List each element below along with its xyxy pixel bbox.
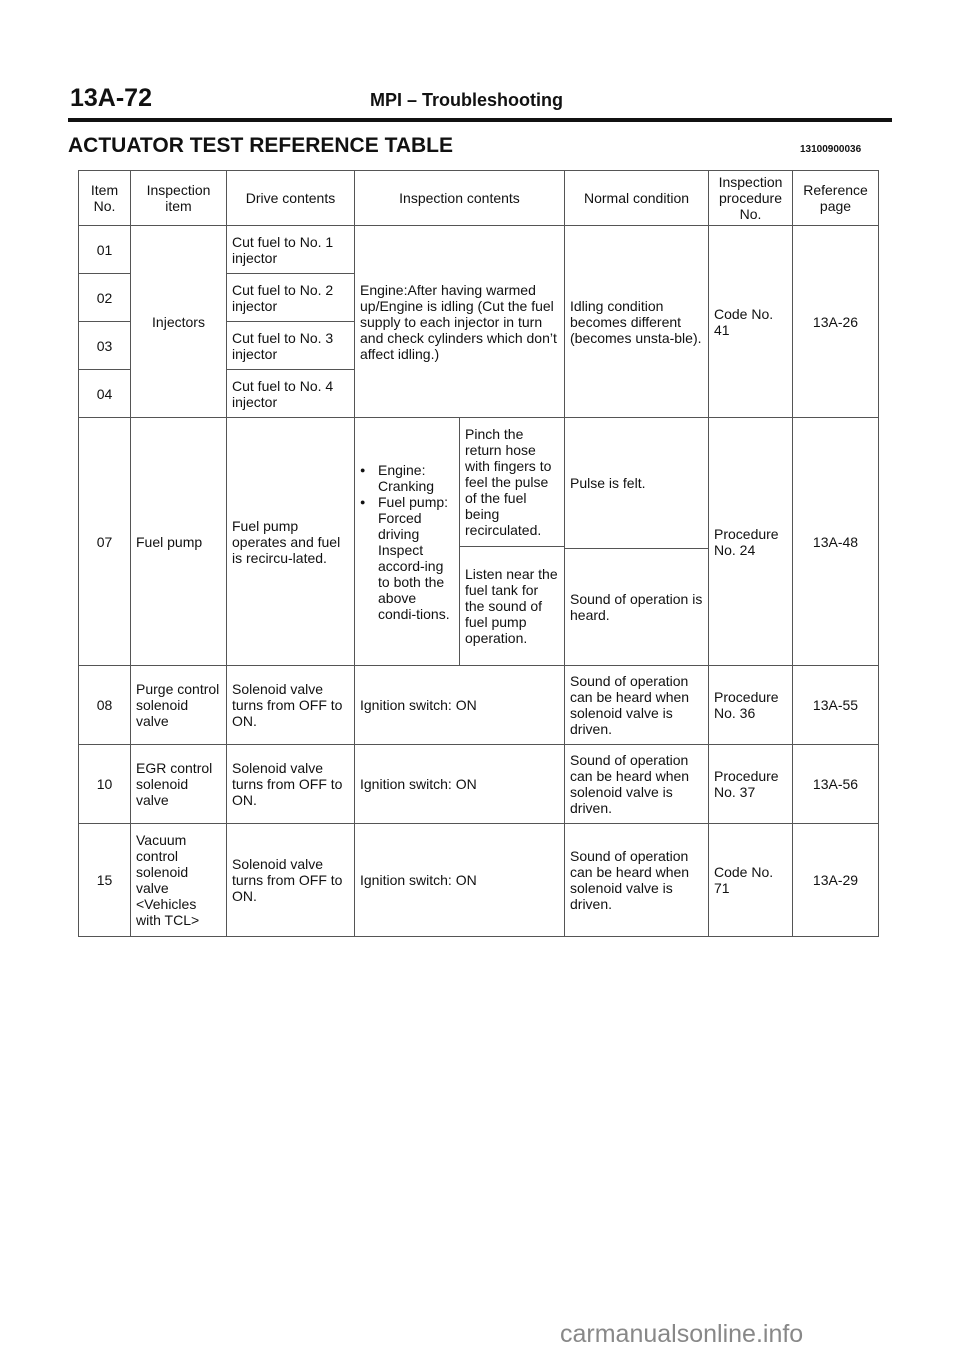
item-no: 04 <box>79 370 131 418</box>
inspection-item: Purge control solenoid valve <box>131 666 227 745</box>
reference-page: 13A-29 <box>793 824 879 937</box>
watermark: carmanualsonline.info <box>560 1320 804 1348</box>
normal-condition: Idling condition becomes different (becomes unsta-ble). <box>565 226 709 418</box>
drive-contents: Cut fuel to No. 3 injector <box>227 322 355 370</box>
drive-contents: Solenoid valve turns from OFF to ON. <box>227 824 355 937</box>
column-header-item-no: Item No. <box>79 171 131 226</box>
reference-page: 13A-56 <box>793 745 879 824</box>
inspection-contents: Ignition switch: ON <box>355 745 565 824</box>
condition-item: ● Fuel pump: Forced driving Inspect accord-ing to both the above condi-tions. <box>360 494 454 622</box>
column-header-reference-page: Reference page <box>793 171 879 226</box>
header-title: MPI – Troubleshooting <box>370 90 563 110</box>
reference-page: 13A-26 <box>793 226 879 418</box>
inspection-contents: Engine:After having warmed up/Engine is idling (Cut the fuel supply to each injector in turn and check cylinders which don’t affect idling.) <box>355 226 565 418</box>
reference-page: 13A-55 <box>793 666 879 745</box>
drive-contents: Cut fuel to No. 2 injector <box>227 274 355 322</box>
procedure-no: Code No. 71 <box>709 824 793 937</box>
inspection-conditions <box>355 418 460 665</box>
drive-contents: Solenoid valve turns from OFF to ON. <box>227 745 355 824</box>
page-number: 13A-72 <box>70 84 152 112</box>
normal-condition: Pulse is felt. <box>565 418 709 549</box>
actuator-test-table <box>78 170 879 937</box>
table-row <box>79 745 879 824</box>
normal-condition: Sound of operation can be heard when solenoid valve is driven. <box>565 824 709 937</box>
table-row <box>79 418 879 549</box>
drive-contents: Cut fuel to No. 1 injector <box>227 226 355 274</box>
inspection-item: Vacuum control solenoid valve <Vehicles with TCL> <box>131 824 227 937</box>
item-no: 03 <box>79 322 131 370</box>
item-no: 15 <box>79 824 131 937</box>
inspection-conditions-list <box>360 462 454 622</box>
item-no: 01 <box>79 226 131 274</box>
procedure-no: Code No. 41 <box>709 226 793 418</box>
inspection-contents: Ignition switch: ON <box>355 824 565 937</box>
inspection-subrow <box>355 418 564 547</box>
column-header-inspection-contents: Inspection contents <box>355 171 565 226</box>
table-header-row <box>79 171 879 226</box>
inspection-check-sound: Listen near the fuel tank for the sound of fuel pump operation. <box>465 566 558 646</box>
column-header-procedure-no: Inspection procedure No. <box>709 171 793 226</box>
normal-condition: Sound of operation can be heard when solenoid valve is driven. <box>565 666 709 745</box>
column-header-inspection-item: Inspection item <box>131 171 227 226</box>
procedure-no: Procedure No. 37 <box>709 745 793 824</box>
drive-contents: Fuel pump operates and fuel is recircu-lated. <box>227 418 355 666</box>
table-row <box>79 666 879 745</box>
item-no: 02 <box>79 274 131 322</box>
inspection-item: Injectors <box>131 226 227 418</box>
inspection-contents: Ignition switch: ON <box>355 666 565 745</box>
item-no: 07 <box>79 418 131 666</box>
reference-page: 13A-48 <box>793 418 879 666</box>
table-row <box>79 226 879 274</box>
inspection-item: EGR control solenoid valve <box>131 745 227 824</box>
section-title: ACTUATOR TEST REFERENCE TABLE <box>68 134 454 157</box>
normal-condition: Sound of operation can be heard when solenoid valve is driven. <box>565 745 709 824</box>
inspection-contents <box>355 418 565 666</box>
document-code: 13100900036 <box>800 144 862 155</box>
item-no: 10 <box>79 745 131 824</box>
inspection-check-pulse: Pinch the return hose with fingers to feel the pulse of the fuel being recirculated. <box>460 418 565 547</box>
normal-condition: Sound of operation is heard. <box>565 549 709 666</box>
column-header-drive-contents: Drive contents <box>227 171 355 226</box>
procedure-no: Procedure No. 36 <box>709 666 793 745</box>
condition-item: ● Engine: Cranking <box>360 462 454 494</box>
table-row <box>79 824 879 937</box>
header-rule <box>68 118 892 122</box>
procedure-no: Procedure No. 24 <box>709 418 793 666</box>
column-header-normal-condition: Normal condition <box>565 171 709 226</box>
drive-contents: Cut fuel to No. 4 injector <box>227 370 355 418</box>
inspection-subtable <box>355 418 564 665</box>
inspection-item: Fuel pump <box>131 418 227 666</box>
drive-contents: Solenoid valve turns from OFF to ON. <box>227 666 355 745</box>
item-no: 08 <box>79 666 131 745</box>
